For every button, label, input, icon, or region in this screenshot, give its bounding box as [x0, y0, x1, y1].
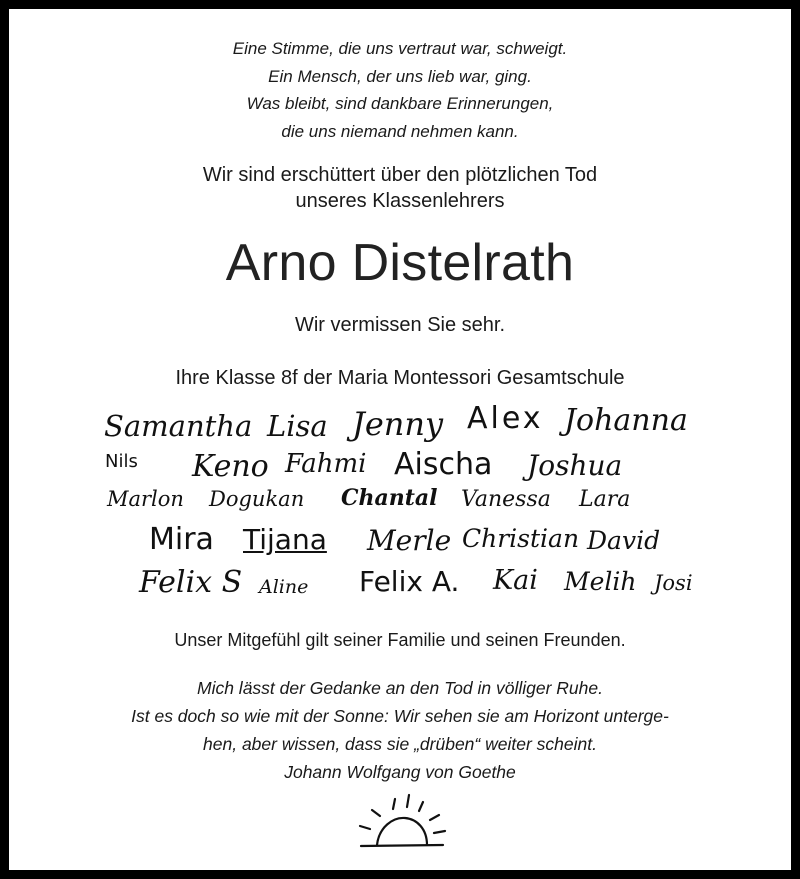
signature: Vanessa [461, 487, 551, 512]
deceased-name: Arno Distelrath [225, 234, 575, 292]
signature: Dogukan [209, 487, 305, 511]
signature: Mira [149, 522, 214, 557]
signature: Christian [462, 524, 580, 553]
poem-line: die uns niemand nehmen kann. [281, 121, 519, 141]
signature: Joshua [527, 449, 623, 482]
signature: Melih [564, 567, 637, 596]
signature: Marlon [107, 487, 184, 511]
poem-line: Eine Stimme, die uns vertraut war, schweigt. [232, 39, 568, 58]
signature: Keno [192, 449, 269, 484]
signature: Aline [259, 576, 309, 598]
goethe-quote [9, 674, 791, 786]
signature: Chantal [341, 485, 438, 511]
signature: Aischa [394, 447, 493, 482]
obituary-card [9, 9, 791, 870]
signature: Felix S [139, 565, 243, 600]
condolence-text: Unser Mitgefühl gilt seiner Familie und seinen Freunden. [174, 630, 626, 650]
signature: Lara [579, 487, 631, 512]
intro-text [9, 162, 791, 214]
signature: Tijana [243, 523, 327, 556]
signature: Jenny [352, 405, 444, 443]
signature: Merle [367, 524, 452, 557]
quote-line: hen, aber wissen, dass sie „drüben“ weiter scheint. [203, 734, 597, 754]
signature: Kai [493, 565, 538, 596]
miss-text: Wir vermissen Sie sehr. [294, 314, 506, 336]
quote-line: Mich lässt der Gedanke an den Tod in völliger Ruhe. [197, 678, 603, 698]
signature: Fahmi [285, 449, 367, 479]
class-signoff: Ihre Klasse 8f der Maria Montessori Gesamtschule [175, 367, 625, 389]
signature: Alex [467, 401, 544, 436]
sunset-icon [357, 791, 447, 851]
opening-poem [9, 35, 791, 145]
signature: Lisa [267, 409, 328, 443]
signature: Felix A. [359, 565, 460, 598]
quote-line: Ist es doch so wie mit der Sonne: Wir sehen sie am Horizont unterge- [131, 706, 669, 726]
poem-line: Ein Mensch, der uns lieb war, ging. [268, 66, 532, 86]
poem-line: Was bleibt, sind dankbare Erinnerungen, [246, 94, 554, 113]
signature: Samantha [104, 409, 253, 443]
intro-line: Wir sind erschüttert über den plötzlichen Tod [202, 164, 598, 186]
signature: Nils [105, 451, 138, 472]
intro-line: unseres Klassenlehrers [295, 190, 505, 212]
quote-author: Johann Wolfgang von Goethe [284, 762, 516, 782]
signature: David [587, 526, 661, 555]
signature: Josi [654, 571, 693, 595]
signature: Johanna [564, 403, 688, 438]
